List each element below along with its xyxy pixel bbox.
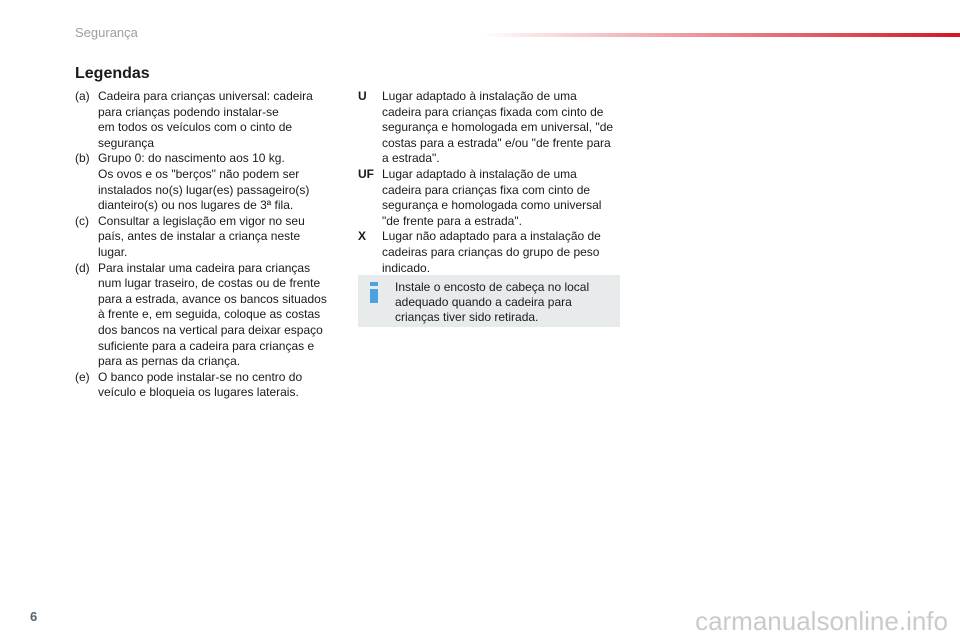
page-number: 6 [30, 609, 38, 624]
code-item-u [358, 89, 623, 167]
legend-item-b [75, 151, 340, 213]
info-box [358, 275, 620, 327]
legend-key: (d) [75, 260, 90, 275]
code-line: costas para a estrada" e/ou "de frente para [382, 135, 611, 150]
legend-key: (b) [75, 151, 90, 166]
code-key: UF [358, 166, 374, 181]
code-key: X [358, 229, 367, 244]
legend-line: num lugar traseiro, de costas ou de frente [98, 276, 321, 291]
legend-text [98, 370, 340, 401]
info-icon [369, 282, 379, 304]
legend-key: (e) [75, 369, 90, 384]
legend-line: à frente e, em seguida, coloque as costas [98, 307, 321, 322]
legend-text [98, 151, 340, 213]
legend-key: (c) [75, 213, 89, 228]
legend-line: veículo e bloqueia os lugares laterais. [98, 385, 299, 400]
legend-item-e [75, 370, 340, 401]
legend-line: O banco pode instalar-se no centro do [98, 369, 303, 384]
legend-item-c [75, 214, 340, 261]
legend-line: para crianças podendo instalar-se [98, 104, 279, 119]
legend-line: lugar. [98, 244, 128, 259]
legend-text [98, 89, 340, 151]
code-line: a estrada". [382, 151, 440, 166]
legend-line: para as pernas da criança. [98, 354, 241, 369]
legend-line: suficiente para a cadeira para crianças e [98, 338, 315, 353]
legend-line: Grupo 0: do nascimento aos 10 kg. [98, 151, 285, 166]
code-line: segurança e homologada em universal, "de [382, 120, 614, 135]
info-icon-bar [370, 289, 378, 303]
legend-item-d [75, 261, 340, 370]
code-line: cadeiras para crianças do grupo de peso [382, 244, 600, 259]
watermark: carmanualsonline.info [695, 606, 948, 636]
code-line: Lugar adaptado à instalação de uma [382, 166, 577, 181]
code-text [382, 89, 623, 167]
legend-line: Para instalar uma cadeira para crianças [98, 260, 311, 275]
code-line: cadeira para crianças fixada com cinto de [382, 104, 604, 119]
code-list [358, 89, 623, 276]
code-key: U [358, 89, 367, 103]
legend-item-a [75, 89, 340, 151]
legend-line: em todos os veículos com o cinto de [98, 120, 293, 135]
section-title: Legendas [75, 65, 150, 82]
legend-line: Consultar a legislação em vigor no seu [98, 213, 305, 228]
legend-line: para a estrada, avance os bancos situados [98, 291, 327, 306]
legend-line: segurança [98, 135, 155, 150]
legend-text [98, 261, 340, 370]
code-line: indicado. [382, 260, 431, 275]
code-item-x [358, 229, 623, 276]
legend-line: dos bancos na vertical para deixar espaço [98, 322, 323, 337]
code-line: cadeira para crianças fixa com cinto de [382, 182, 591, 197]
code-text [382, 229, 623, 276]
legend-line: Cadeira para crianças universal: cadeira [98, 89, 313, 103]
legend-line: instalados no(s) lugar(es) passageiro(s) [98, 182, 310, 197]
code-item-uf [358, 167, 623, 229]
info-icon-dot [370, 282, 378, 286]
code-text [382, 167, 623, 229]
code-line: Lugar não adaptado para a instalação de [382, 229, 601, 244]
header-accent-rule [480, 33, 960, 37]
info-line: adequado quando a cadeira para [395, 295, 572, 310]
legend-line: dianteiro(s) ou nos lugares de 3ª fila. [98, 198, 294, 213]
header-title: Segurança [75, 25, 138, 40]
code-line: Lugar adaptado à instalação de uma [382, 89, 577, 103]
legend-text [98, 214, 340, 261]
info-line: Instale o encosto de cabeça no local [395, 280, 590, 294]
legend-line: país, antes de instalar a criança neste [98, 229, 301, 244]
legend-key: (a) [75, 89, 90, 103]
legend-line: Os ovos e os "berços" não podem ser [98, 166, 300, 181]
info-line: crianças tiver sido retirada. [395, 310, 539, 325]
legend-list [75, 89, 340, 401]
code-line: segurança e homologada como universal [382, 198, 602, 213]
code-line: "de frente para a estrada". [382, 213, 522, 228]
info-text [395, 280, 610, 326]
